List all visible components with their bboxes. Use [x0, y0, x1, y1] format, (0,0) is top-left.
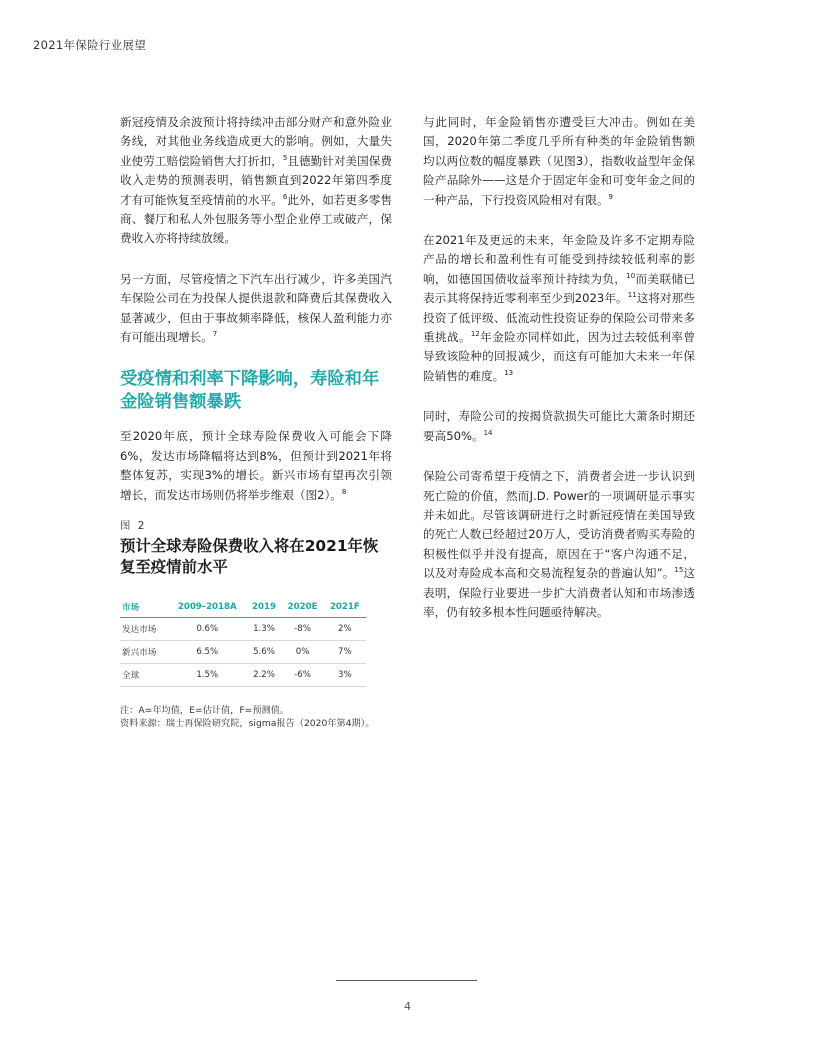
figure-note: 注：A=年均值，E=估计值，F=预测值。 [120, 705, 290, 717]
table-cell: 3% [324, 664, 366, 687]
left-column [120, 113, 392, 730]
column-header: 市场 [120, 597, 168, 618]
paragraph-consumer-awareness: 保险公司寄希望于疫情之下，消费者会进一步认识到死亡险的价值，然而J.D. Power的一项调研显示事实并未如此。尽管该调研进行之时新冠疫情在美国导致的死亡人数已经超过20万人，受访消费者购买寿险的积极性似乎并没有提高，原因在于“客户沟通不足，以及对寿险成本高和交易流程复杂的普遍认知”。$^{15}$这表明，保险行业要进一步扩大消费者认知和市场渗透率，仍有较多根本性问题亟待解决。 [423, 469, 695, 619]
footnote-ref[interactable]: 12 [470, 330, 480, 339]
premium-growth-table [120, 597, 366, 687]
table-cell: 全球 [120, 664, 168, 687]
footnote-ref[interactable]: 9 [608, 192, 613, 201]
table-cell: 1.5% [168, 664, 247, 687]
paragraph-annuity-sales: 与此同时，年金险销售亦遭受巨大冲击。例如在美国，2020年第二季度几乎所有种类的年金险销售额均以两位数的幅度暴跌（见图3），指数收益型年金保险产品除外——这是介于固定年金和可变年金之间的一种产品，下行投资风险相对有限。$^9$ [423, 115, 695, 207]
figure-2 [120, 517, 392, 730]
figure-label: 图 2 [120, 520, 147, 533]
section-heading: 受疫情和利率下降影响，寿险和年金险销售额暴跌 [120, 369, 380, 413]
column-header: 2019 [247, 597, 282, 618]
table-row [120, 664, 366, 687]
table-row [120, 618, 366, 641]
table-header-row [120, 597, 366, 618]
table-cell: 发达市场 [120, 618, 168, 641]
footnote-ref[interactable]: 7 [212, 330, 218, 339]
table-cell: -6% [281, 664, 323, 687]
column-header: 2009–2018A [168, 597, 247, 618]
table-cell: 新兴市场 [120, 641, 168, 664]
table-cell: 0% [281, 641, 323, 664]
footnote-ref[interactable]: 6 [282, 192, 288, 201]
figure-source: 资料来源：瑞士再保险研究院，sigma报告（2020年第4期）。 [120, 718, 375, 730]
paragraph-mortgage-losses: 同时，寿险公司的按揭贷款损失可能比大萧条时期还要高50%。$^{14}$ [423, 409, 695, 443]
table-cell: 7% [324, 641, 366, 664]
paragraph-interest-rates: 在2021年及更远的未来，年金险及许多不定期寿险产品的增长和盈利性有可能受到持续较低利率的影响，如德国国债收益率预计持续为负，$^{10}$而美联储已表示其将保持近零利率至少到2023年。$^{11}$这将对那些投资了低评级、低流动性投资证券的保险公司带来多重挑战。$^{12}$年金险亦同样如此，因为过去较低利率曾导致该险种的回报减少，而这有可能加大未来一年保险销售的难度。$^{13}$ [423, 233, 695, 383]
paragraph-auto-insurance: 另一方面，尽管疫情之下汽车出行减少，许多美国汽车保险公司在为投保人提供退款和降费后其保费收入显著减少，但由于事故频率降低，核保人盈利能力亦有可能出现增长。$^7$ [120, 271, 392, 345]
footnote-ref[interactable]: 14 [483, 428, 493, 437]
table-cell: -8% [281, 618, 323, 641]
paragraph-property-casualty: 新冠疫情及余波预计将持续冲击部分财产和意外险业务线，对其他业务线造成更大的影响。例如，大量失业使劳工赔偿险销售大打折扣，$^5$且德勤针对美国保费收入走势的预测表明，销售额直到2022年第四季度才有可能恢复至疫情前的水平。$^6$此外，如若更多零售商、餐厅和私人外包服务等小型企业停工或破产，保费收入亦将持续放缓。 [120, 115, 392, 246]
column-header: 2020E [281, 597, 323, 618]
table-cell: 2.2% [247, 664, 282, 687]
footnote-ref[interactable]: 5 [282, 153, 288, 162]
footnote-ref[interactable]: 11 [627, 291, 637, 300]
right-column [423, 113, 695, 643]
footer-divider [336, 980, 477, 981]
footnote-ref[interactable]: 13 [504, 369, 514, 378]
footnote-ref[interactable]: 10 [626, 271, 636, 280]
table-row [120, 641, 366, 664]
running-header: 2021年保险行业展望 [33, 38, 147, 52]
figure-notes [120, 704, 392, 730]
page-number: 4 [404, 1000, 411, 1013]
footnote-ref[interactable]: 15 [674, 566, 684, 575]
table-cell: 1.3% [247, 618, 282, 641]
table-cell: 6.5% [168, 641, 247, 664]
column-header: 2021F [324, 597, 366, 618]
footnote-ref[interactable]: 8 [341, 487, 347, 496]
paragraph-life-premiums: 至2020年底，预计全球寿险保费收入可能会下降6%，发达市场降幅将达到8%，但预计到2021年将整体复苏，实现3%的增长。新兴市场有望再次引领增长，而发达市场则仍将举步维艰（图2）。$^8$ [120, 429, 392, 502]
table-cell: 2% [324, 618, 366, 641]
figure-title: 预计全球寿险保费收入将在2021年恢复至疫情前水平 [120, 537, 379, 576]
table-cell: 0.6% [168, 618, 247, 641]
table-cell: 5.6% [247, 641, 282, 664]
